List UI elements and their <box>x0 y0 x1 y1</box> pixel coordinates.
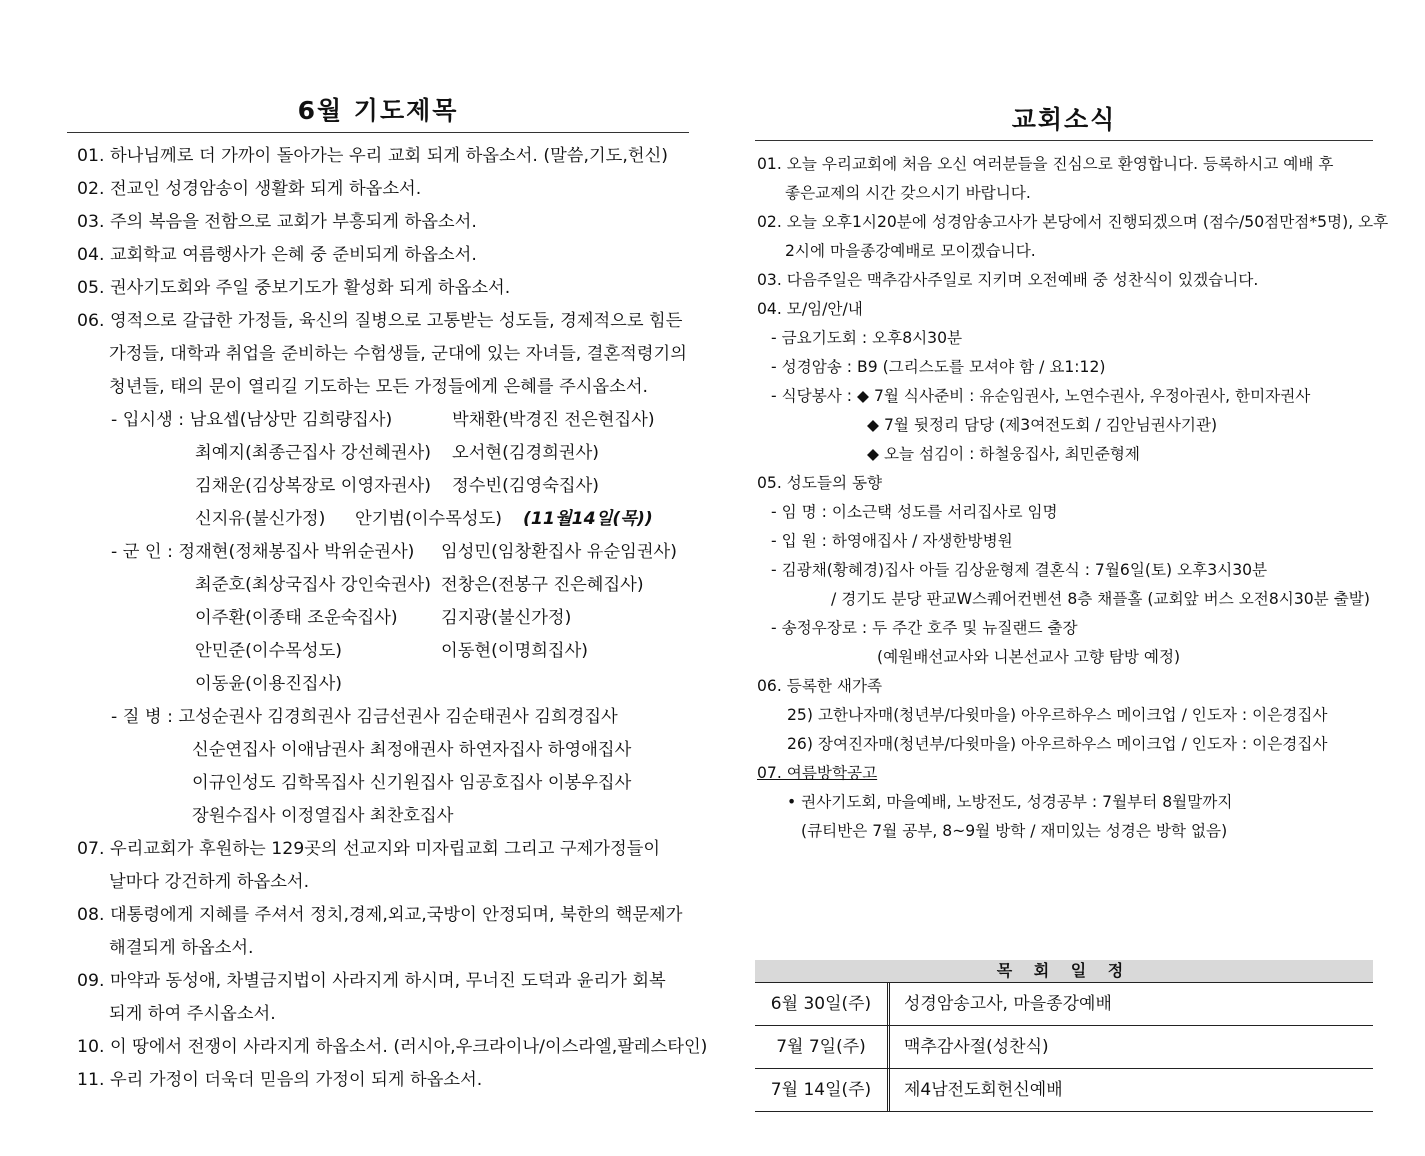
exam-student: 정수빈(김영숙집사) <box>452 476 600 496</box>
news-item-cont: 2시에 마을종강예배로 모이겠습니다. <box>785 242 1036 260</box>
exam-date: (11월14일(목)) <box>523 509 653 529</box>
meeting-info: - 식당봉사 : ◆ 7월 식사준비 : 유순임권사, 노연수권사, 우정아권사, 한미자권사 <box>771 387 1311 405</box>
exam-students-line: - 입시생 : 남요셉(남상만 김희량집사) <box>111 410 393 430</box>
meeting-info: - 금요기도회 : 오후8시30분 <box>771 329 963 347</box>
exam-student: 신지유(불신가정) <box>195 509 326 529</box>
new-member: 25) 고한나자매(청년부/다윗마을) 아우르하우스 메이크업 / 인도자 : 이은경집사 <box>787 706 1328 724</box>
illness-line: 장원수집사 이정열집사 최찬호집사 <box>192 806 454 826</box>
church-news-title: 교회소식 <box>1011 105 1117 134</box>
prayer-item: 05. 권사기도회와 주일 중보기도가 활성화 되게 하옵소서. <box>77 278 511 298</box>
new-member: 26) 장여진자매(청년부/다윗마을) 아우르하우스 메이크업 / 인도자 : 이은경집사 <box>787 735 1328 753</box>
prayer-item: 08. 대통령에게 지혜를 주셔서 정치,경제,외교,국방이 안정되며, 북한의 핵문제가 <box>77 905 683 925</box>
exam-student: 김채운(김상복장로 이영자권사) <box>195 476 431 496</box>
prayer-item: 03. 주의 복음을 전함으로 교회가 부흥되게 하옵소서. <box>77 212 477 232</box>
member-news: - 송정우장로 : 두 주간 호주 및 뉴질랜드 출장 <box>771 619 1078 637</box>
meeting-info: ◆ 오늘 섬김이 : 하철웅집사, 최민준형제 <box>867 445 1140 463</box>
illness-line: 이규인성도 김학목집사 신기원집사 임공호집사 이봉우집사 <box>192 773 632 793</box>
member-news: - 김광채(황혜경)집사 아들 김상윤형제 결혼식 : 7월6일(토) 오후3시30분 <box>771 561 1268 579</box>
table-row <box>755 1069 1373 1112</box>
news-item: 06. 등록한 새가족 <box>757 677 883 695</box>
military-member: 최준호(최상국집사 강인숙권사) <box>195 575 431 595</box>
member-news: - 입 원 : 하영애집사 / 자생한방병원 <box>771 532 1013 550</box>
news-list <box>755 141 1389 841</box>
meeting-info: - 성경암송 : B9 (그리스도를 모셔야 함 / 요1:12) <box>771 358 1106 376</box>
prayer-item-cont: 해결되게 하옵소서. <box>109 938 254 958</box>
church-news-section <box>755 100 1389 841</box>
news-item: 05. 성도들의 동향 <box>757 474 883 492</box>
schedule-date: 6월 30일(주) <box>755 983 890 1025</box>
exam-student: 안기범(이수목성도) <box>355 509 503 529</box>
military-member: 임성민(임창환집사 유순임권사) <box>441 542 677 562</box>
military-member: 이주환(이종태 조운숙집사) <box>195 608 398 628</box>
prayer-item: 06. 영적으로 갈급한 가정들, 육신의 질병으로 고통받는 성도들, 경제적으로 힘든 <box>77 311 683 331</box>
pastoral-schedule-table <box>755 960 1373 1112</box>
schedule-date: 7월 14일(주) <box>755 1069 890 1111</box>
prayer-list <box>67 133 708 1103</box>
exam-student: 최예지(최종근집사 강선혜권사) <box>195 443 431 463</box>
table-row <box>755 1026 1373 1069</box>
vacation-info: • 권사기도회, 마을예배, 노방전도, 성경공부 : 7월부터 8월말까지 <box>787 793 1233 811</box>
table-row <box>755 983 1373 1026</box>
prayer-item-cont: 청년들, 태의 문이 열리길 기도하는 모든 가정들에게 은혜를 주시옵소서. <box>109 377 649 397</box>
exam-student: 박채환(박경진 전은현집사) <box>452 410 655 430</box>
military-member: 이동윤(이용진집사) <box>195 674 343 694</box>
prayer-topics-section <box>67 90 708 1103</box>
prayer-item-cont: 날마다 강건하게 하옵소서. <box>109 872 310 892</box>
news-item: 01. 오늘 우리교회에 처음 오신 여러분들을 진심으로 환영합니다. 등록하시고 예배 후 <box>757 155 1334 173</box>
member-news: / 경기도 분당 판교W스퀘어컨벤션 8층 채플홀 (교회앞 버스 오전8시30분 출발) <box>831 590 1370 608</box>
news-item: 03. 다음주일은 맥추감사주일로 지키며 오전예배 중 성찬식이 있겠습니다. <box>757 271 1259 289</box>
illness-line: - 질 병 : 고성순권사 김경희권사 김금선권사 김순태권사 김희경집사 <box>111 707 618 727</box>
military-member: 안민준(이수목성도) <box>195 641 343 661</box>
prayer-item: 10. 이 땅에서 전쟁이 사라지게 하옵소서. (러시아,우크라이나/이스라엘,팔레스타인) <box>77 1037 708 1057</box>
prayer-item: 07. 우리교회가 후원하는 129곳의 선교지와 미자립교회 그리고 구제가정들이 <box>77 839 661 859</box>
military-member: 김지광(불신가정) <box>441 608 572 628</box>
prayer-item-cont: 되게 하여 주시옵소서. <box>109 1004 276 1024</box>
news-item-cont: 좋은교제의 시간 갖으시기 바랍니다. <box>785 184 1031 202</box>
news-item: 07. 여름방학공고 <box>757 764 878 782</box>
prayer-item: 02. 전교인 성경암송이 생활화 되게 하옵소서. <box>77 179 422 199</box>
schedule-event: 제4남전도회헌신예배 <box>904 1080 1063 1100</box>
vacation-info: (큐티반은 7월 공부, 8~9월 방학 / 재미있는 성경은 방학 없음) <box>801 822 1228 840</box>
exam-student: 오서현(김경희권사) <box>452 443 600 463</box>
member-news: - 임 명 : 이소근택 성도를 서리집사로 임명 <box>771 503 1058 521</box>
meeting-info: ◆ 7월 뒷정리 담당 (제3여전도회 / 김안님권사기관) <box>867 416 1218 434</box>
military-member: 이동현(이명희집사) <box>441 641 589 661</box>
schedule-title: 목 회 일 정 <box>755 960 1373 983</box>
prayer-item: 11. 우리 가정이 더욱더 믿음의 가정이 되게 하옵소서. <box>77 1070 483 1090</box>
prayer-topics-title: 6월 기도제목 <box>297 96 459 125</box>
prayer-item: 09. 마약과 동성애, 차별금지법이 사라지게 하시며, 무너진 도덕과 윤리가 회복 <box>77 971 666 991</box>
schedule-date: 7월 7일(주) <box>755 1026 890 1068</box>
member-news: (예원배선교사와 니본선교사 고향 탐방 예정) <box>877 648 1181 666</box>
illness-line: 신순연집사 이애남권사 최정애권사 하연자집사 하영애집사 <box>192 740 632 760</box>
news-item: 04. 모/임/안/내 <box>757 300 863 318</box>
military-member: 전창은(전봉구 진은혜집사) <box>441 575 644 595</box>
prayer-item: 04. 교회학교 여름행사가 은혜 중 준비되게 하옵소서. <box>77 245 477 265</box>
news-item: 02. 오늘 오후1시20분에 성경암송고사가 본당에서 진행되겠으며 (점수/50점만점*5명), 오후 <box>757 213 1389 231</box>
prayer-item-cont: 가정들, 대학과 취업을 준비하는 수험생들, 군대에 있는 자녀들, 결혼적령기의 <box>109 344 687 364</box>
schedule-event: 성경암송고사, 마을종강예배 <box>904 994 1112 1014</box>
military-line: - 군 인 : 정재현(정채봉집사 박위순권사) <box>111 542 415 562</box>
schedule-event: 맥추감사절(성찬식) <box>904 1037 1049 1057</box>
prayer-item: 01. 하나님께로 더 가까이 돌아가는 우리 교회 되게 하옵소서. (말씀,기도,헌신) <box>77 146 669 166</box>
